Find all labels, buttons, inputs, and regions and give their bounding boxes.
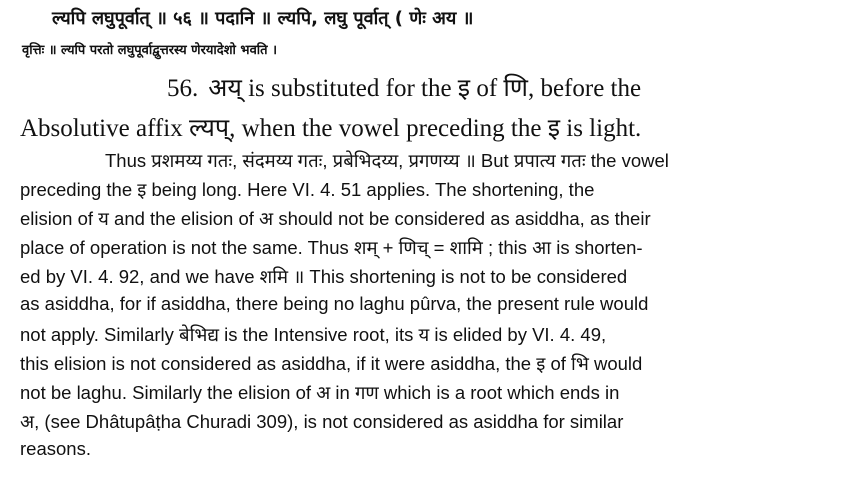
commentary-line: Thus प्रशमय्य गतः, संदमय्य गतः, प्रबेभिदय्य, प्रगणय्य ॥ But प्रपात्य गतः the vowel	[105, 150, 669, 171]
commentary-line: अ, (see Dhâtupâṭha Churadi 309), is not considered as asiddha for similar	[20, 411, 624, 432]
translation-text-1: अय् is substituted for the इ of णि, before the	[208, 75, 642, 102]
commentary-line: as asiddha, for if asiddha, there being no laghu pûrva, the present rule would	[20, 293, 649, 314]
translation-line-1	[167, 70, 641, 104]
commentary-line: place of operation is not the same. Thus शम् + णिच् = शामि ; this आ is shorten-	[20, 237, 643, 258]
vritti-line: वृत्तिः ॥ ल्यपि परतो लघुपूर्वाद्वुत्तरस्य णेरयादेशो भवति ।	[22, 43, 278, 58]
commentary-line: preceding the इ being long. Here VI. 4. 51 applies. The shortening, the	[20, 179, 595, 200]
commentary-line: elision of य and the elision of अ should not be considered as asiddha, as their	[20, 208, 651, 229]
sutra-line: ल्यपि लघुपूर्वात् ॥ ५६ ॥ पदानि ॥ ल्यपि, लघु पूर्वात् ( णेः अय ॥	[52, 8, 474, 29]
commentary-line: this elision is not considered as asiddha, if it were asiddha, the इ of भि would	[20, 353, 643, 374]
commentary-line: reasons.	[20, 438, 91, 459]
commentary-line: not apply. Similarly बेभिद्य is the Intensive root, its य is elided by VI. 4. 49,	[20, 324, 607, 345]
commentary-line: not be laghu. Similarly the elision of अ in गण which is a root which ends in	[20, 382, 620, 403]
translation-line-2: Absolutive affix ल्यप्, when the vowel preceding the इ is light.	[20, 115, 642, 142]
sutra-number: 56.	[167, 75, 199, 102]
commentary-line: ed by VI. 4. 92, and we have शमि ॥ This shortening is not to be considered	[20, 266, 628, 287]
